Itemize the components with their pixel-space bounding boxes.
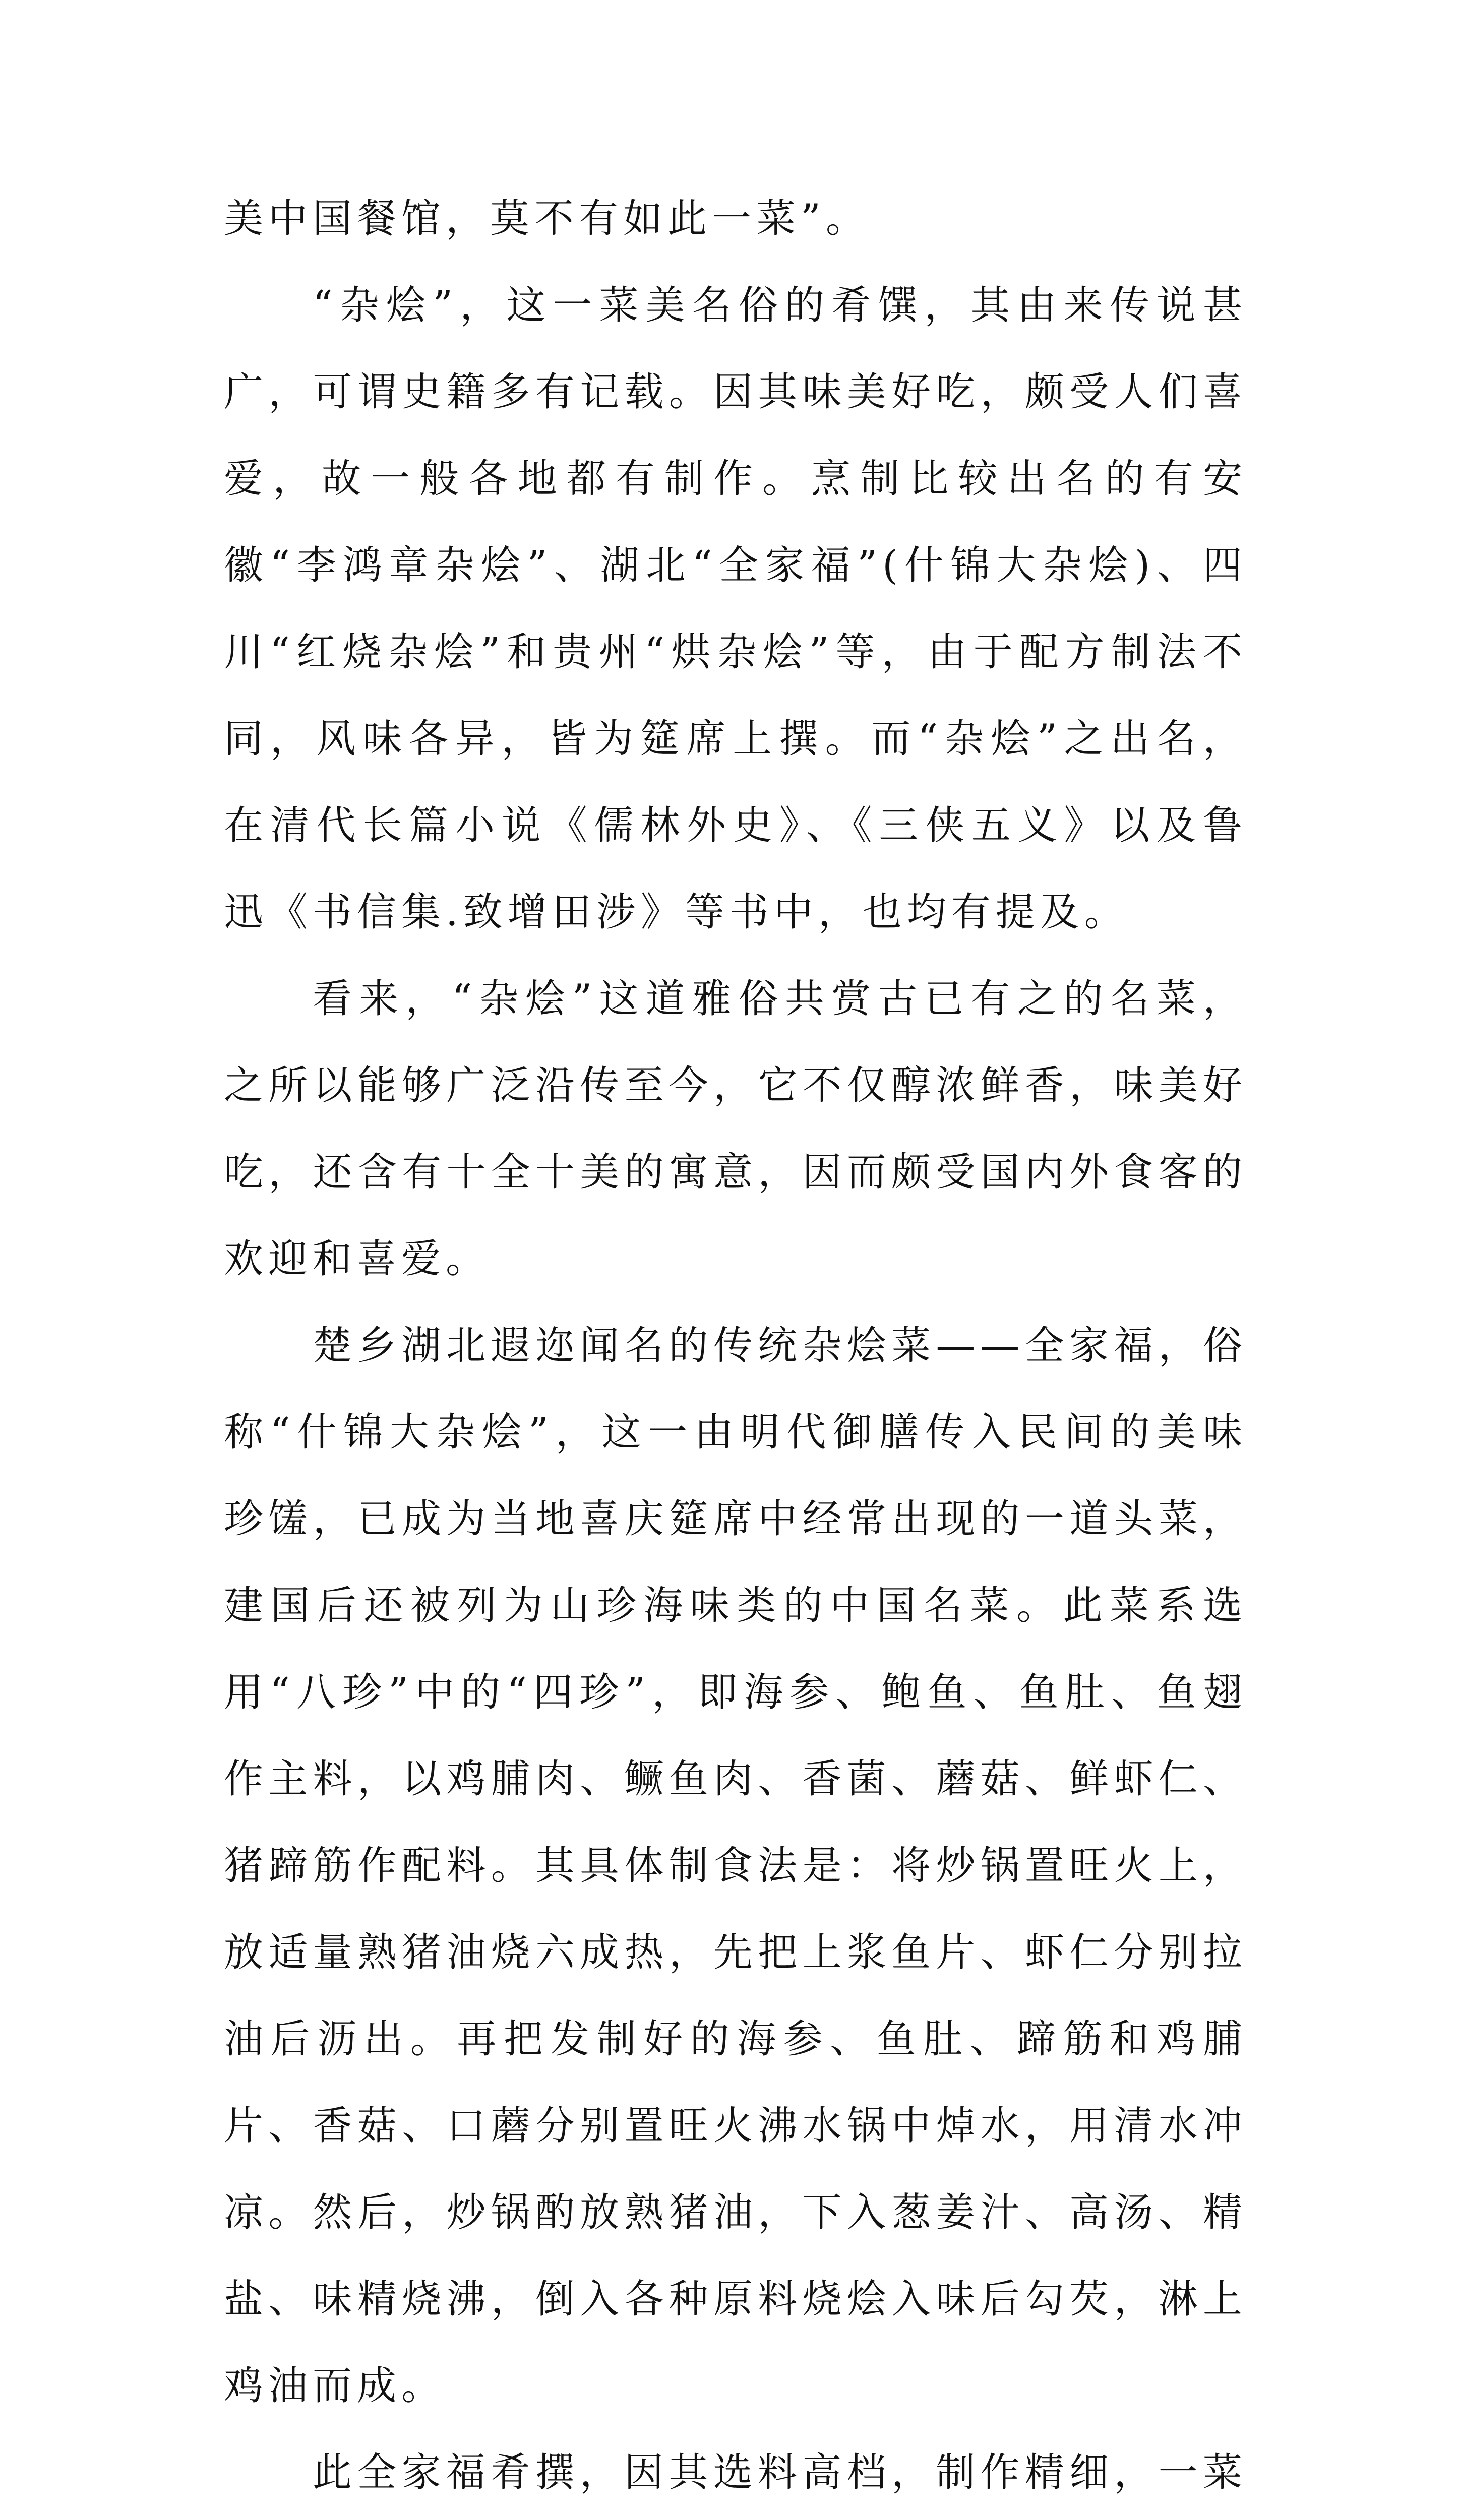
paragraph-zahui-popularity: 看来，“杂烩”这道雅俗共赏古已有之的名菜，之所以能够广泛沿传至今，它不仅醇浓鲜香，味美好吃，还含有十全十美的寓意，因而颇受国内外食客的欢迎和喜爱。 [224,976,1247,1282]
article-body [224,175,1247,2520]
paragraph-zahui-origin: “杂烩”，这一菜美名俗的肴馔，其由来传说甚广，可谓史籍多有记载。因其味美好吃，颇受人们喜爱，故一般各地都有制作。烹制比较出名的有安徽“李鸿章杂烩”、湖北“全家福”(什锦大杂烩)、四川“红烧杂烩”和贵州“烘杂烩”等，由于配方制法不同，风味各异，皆为筵席上撰。而“杂烩”之出名，在清代长篇小说《儒林外史》、《三侠五义》以及鲁迅《书信集.致增田涉》等书中，也均有提及。 [224,283,1247,935]
paragraph-quanjiafu-conclusion: 此全家福肴撰，因其选料高档，制作精细，一菜 [313,2450,1247,2495]
paragraph-continuation: 美中国餐馆，莫不有如此一菜”。 [224,196,870,241]
paragraph-quanjiafu-recipe: 楚乡湖北遐迩闻名的传统杂烩菜——全家福，俗称“什锦大杂烩”，这一由明代御膳传入民间的美味珍馐，已成为当地喜庆筵席中经常出现的一道头菜，建国后还被列为山珍海味类的中国名菜。此菜系选用“八珍”中的“四珍”，即海参、鲍鱼、鱼肚、鱼翅作主料，以鸡脯肉、鳜鱼肉、香菌、蘑菇、鲜虾仁、猪蹄筋作配料。其具体制食法是：将炒锅置旺火上，放适量熟猪油烧六成热，先把上浆鱼片、虾仁分别拉油后沥出。再把发制好的海参、鱼肚、蹄筋和鸡脯片、香菇、口蘑分别置旺火沸水锅中焯水，用清水冲凉。然后，炒锅酌放熟猪油，下入葱姜汁、高汤、精盐、味精烧沸，倒入各种原料烧烩入味后勾芡，淋上鸡油而成。 [224,1323,1247,2409]
